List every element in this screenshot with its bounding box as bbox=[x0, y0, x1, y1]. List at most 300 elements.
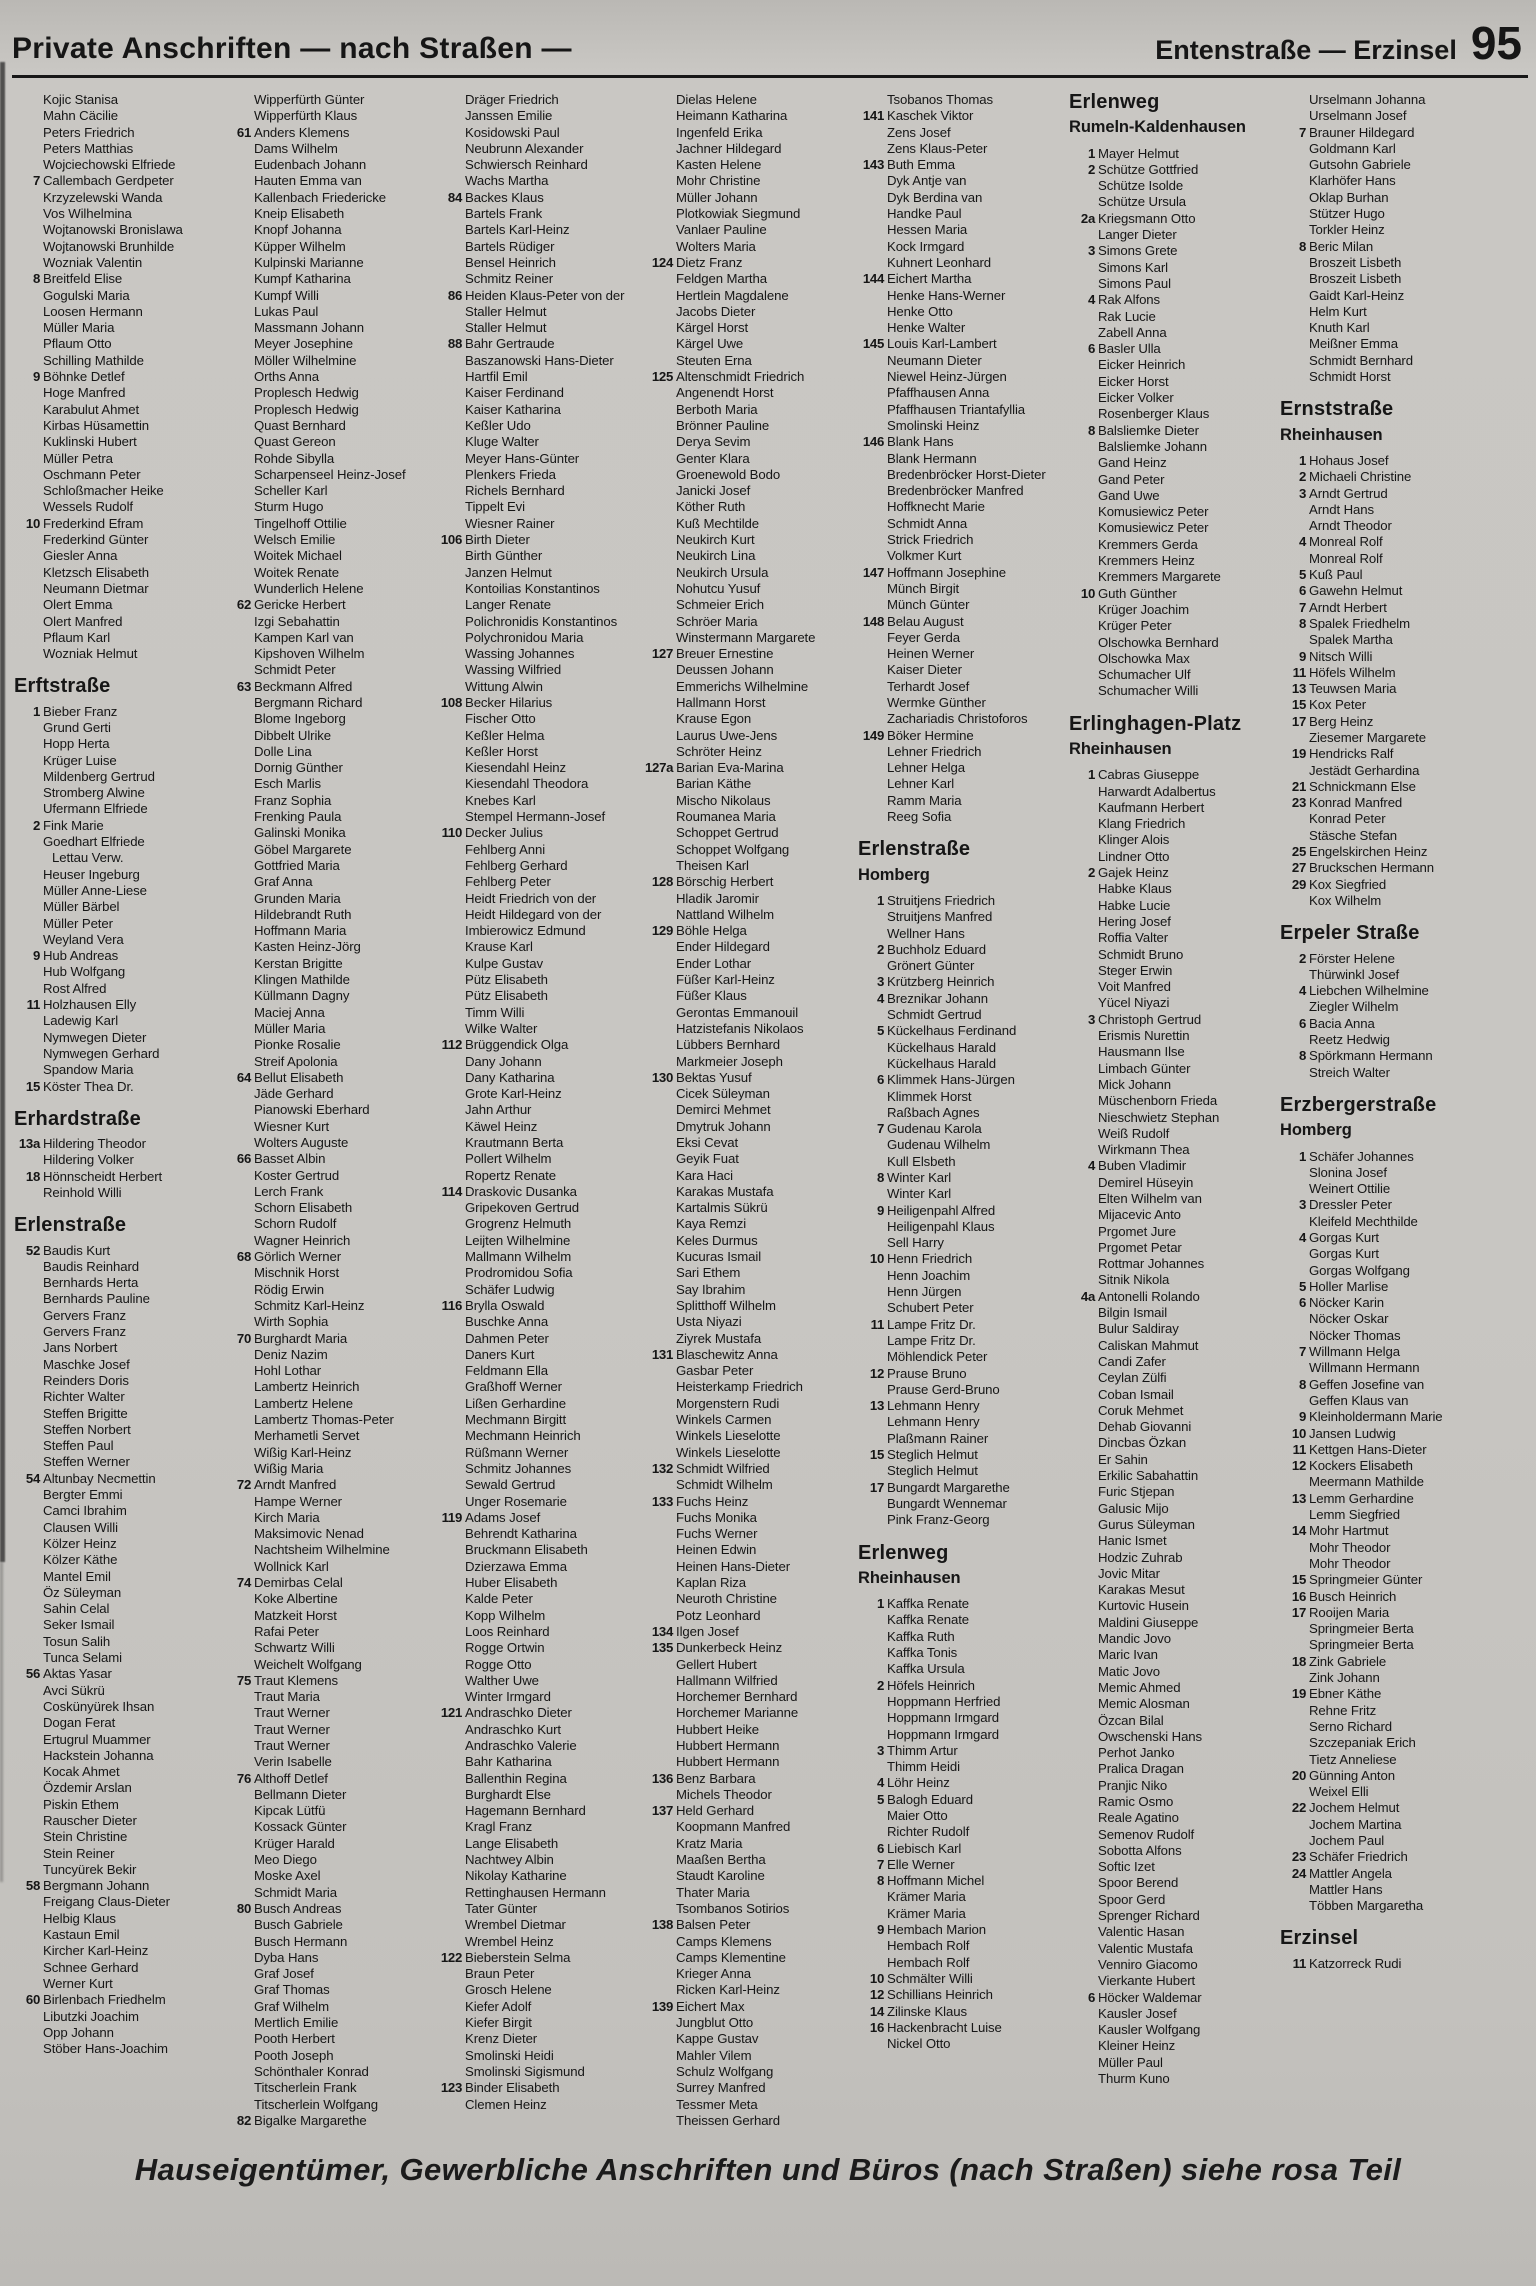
directory-entry bbox=[856, 1857, 1058, 1873]
entry-house-number bbox=[223, 1657, 254, 1673]
entry-house-number: 23 bbox=[1291, 795, 1306, 811]
entry-house-number bbox=[12, 336, 43, 352]
entry-house-number bbox=[434, 1445, 465, 1461]
entry-house-number bbox=[434, 1412, 465, 1428]
scan-edge-artifact bbox=[0, 62, 5, 1562]
entry-house-number bbox=[223, 874, 254, 890]
entry-house-number bbox=[12, 1046, 43, 1062]
entry-house-number bbox=[434, 92, 465, 108]
entry-house-number: 2 bbox=[1087, 865, 1095, 881]
directory-entry bbox=[12, 1079, 214, 1095]
entry-house-number bbox=[856, 1154, 887, 1170]
entry-house-number bbox=[645, 483, 676, 499]
directory-entry bbox=[856, 1023, 1058, 1039]
directory-entry bbox=[12, 581, 214, 597]
directory-entry bbox=[1278, 811, 1480, 827]
street-header: Erlenweg bbox=[858, 1541, 949, 1564]
directory-entry bbox=[12, 1438, 214, 1454]
entry-house-number bbox=[1278, 353, 1309, 369]
entry-name: Nachtwey Albin bbox=[465, 1852, 554, 1868]
entry-name: Winkels Lieselotte bbox=[676, 1428, 781, 1444]
entry-house-number bbox=[1067, 178, 1098, 194]
directory-entry bbox=[12, 125, 214, 141]
entry-house-number bbox=[1278, 288, 1309, 304]
entry-name: Többen Margaretha bbox=[1309, 1898, 1424, 1914]
entry-name: Avci Sükrü bbox=[43, 1682, 105, 1698]
directory-entry bbox=[223, 385, 425, 401]
entry-name: Lerch Frank bbox=[254, 1183, 324, 1199]
directory-entry bbox=[12, 1291, 214, 1307]
entry-house-number bbox=[856, 1089, 887, 1105]
directory-entry bbox=[645, 1265, 847, 1281]
entry-name: Wrembel Dietmar bbox=[465, 1917, 566, 1933]
entry-name: Erismis Nurettin bbox=[1098, 1028, 1190, 1044]
entry-name: Ziesemer Margarete bbox=[1309, 729, 1426, 745]
entry-name: Matic Jovo bbox=[1098, 1663, 1161, 1679]
entry-name: Geffen Josefine van bbox=[1309, 1376, 1425, 1392]
entry-house-number bbox=[223, 1868, 254, 1884]
directory-entry bbox=[12, 1683, 214, 1699]
directory-entry bbox=[12, 753, 214, 769]
directory-entry bbox=[1278, 1817, 1480, 1833]
entry-name: Mattler Angela bbox=[1309, 1865, 1392, 1881]
directory-entry bbox=[856, 1268, 1058, 1284]
entry-name: Gorgas Wolfgang bbox=[1309, 1262, 1410, 1278]
entry-house-number bbox=[12, 402, 43, 418]
entry-name: Kara Haci bbox=[676, 1167, 734, 1183]
directory-entry bbox=[1067, 357, 1269, 373]
entry-house-number bbox=[434, 1347, 465, 1363]
directory-entry bbox=[1278, 288, 1480, 304]
entry-name: Proplesch Hedwig bbox=[254, 401, 359, 417]
entry-house-number bbox=[223, 206, 254, 222]
entry-house-number bbox=[434, 1885, 465, 1901]
entry-house-number bbox=[223, 1722, 254, 1738]
entry-house-number: 16 bbox=[869, 2019, 884, 2035]
directory-entry bbox=[645, 1428, 847, 1444]
directory-entry bbox=[645, 483, 847, 499]
directory-entry bbox=[1067, 260, 1269, 276]
entry-house-number bbox=[856, 695, 887, 711]
entry-name: Franz Sophia bbox=[254, 792, 332, 808]
entry-name: Christoph Gertrud bbox=[1098, 1011, 1202, 1027]
directory-entry bbox=[223, 711, 425, 727]
directory-entry bbox=[434, 842, 636, 858]
directory-entry bbox=[1067, 1647, 1269, 1663]
entry-house-number bbox=[645, 1037, 676, 1053]
directory-entry bbox=[1278, 1458, 1480, 1474]
entry-house-number bbox=[434, 728, 465, 744]
entry-house-number bbox=[1067, 1664, 1098, 1680]
entry-house-number bbox=[12, 1748, 43, 1764]
directory-entry bbox=[1278, 1784, 1480, 1800]
directory-entry bbox=[434, 1754, 636, 1770]
entry-name: Kausler Wolfgang bbox=[1098, 2022, 1201, 2038]
entry-name: Lindner Otto bbox=[1098, 848, 1170, 864]
entry-house-number bbox=[1067, 325, 1098, 341]
directory-entry bbox=[645, 1868, 847, 1884]
directory-entry bbox=[223, 255, 425, 271]
entry-name: Graf Wilhelm bbox=[254, 1998, 330, 2014]
entry-house-number bbox=[434, 304, 465, 320]
directory-entry bbox=[645, 662, 847, 678]
entry-name: Eicker Volker bbox=[1098, 390, 1174, 406]
entry-name: Jahn Arthur bbox=[465, 1102, 532, 1118]
directory-entry bbox=[12, 190, 214, 206]
entry-name: Schoppet Wolfgang bbox=[676, 841, 790, 857]
directory-entry bbox=[12, 1308, 214, 1324]
directory-entry bbox=[223, 532, 425, 548]
entry-house-number bbox=[856, 760, 887, 776]
entry-name: Monreal Rolf bbox=[1309, 550, 1383, 566]
entry-house-number bbox=[645, 1331, 676, 1347]
entry-name: Krieger Anna bbox=[676, 1966, 752, 1982]
directory-entry bbox=[1067, 865, 1269, 881]
directory-entry bbox=[856, 565, 1058, 581]
directory-entry bbox=[434, 1608, 636, 1624]
entry-house-number bbox=[1067, 1533, 1098, 1549]
entry-house-number: 82 bbox=[236, 2112, 251, 2128]
entry-name: Wunderlich Helene bbox=[254, 580, 364, 596]
directory-entry bbox=[856, 728, 1058, 744]
entry-house-number bbox=[434, 141, 465, 157]
entry-name: Nattland Wilhelm bbox=[676, 906, 775, 922]
entry-house-number bbox=[12, 736, 43, 752]
entry-house-number bbox=[645, 385, 676, 401]
entry-house-number bbox=[856, 125, 887, 141]
entry-house-number bbox=[12, 108, 43, 124]
directory-entry bbox=[223, 744, 425, 760]
entry-house-number bbox=[856, 1938, 887, 1954]
entry-name: Mertlich Emilie bbox=[254, 2015, 339, 2031]
directory-entry bbox=[1278, 1589, 1480, 1605]
directory-entry bbox=[1067, 602, 1269, 618]
entry-name: Sell Harry bbox=[887, 1235, 944, 1251]
entry-house-number: 8 bbox=[1298, 1048, 1306, 1064]
entry-house-number bbox=[645, 1233, 676, 1249]
entry-name: Schillians Heinrich bbox=[887, 1987, 993, 2003]
entry-name: Reale Agatino bbox=[1098, 1810, 1179, 1826]
entry-house-number bbox=[645, 614, 676, 630]
entry-house-number bbox=[434, 1738, 465, 1754]
entry-name: Busch Heinrich bbox=[1309, 1588, 1397, 1604]
directory-entry bbox=[1278, 600, 1480, 616]
entry-house-number bbox=[1067, 1631, 1098, 1647]
directory-entry bbox=[1278, 1654, 1480, 1670]
directory-entry bbox=[223, 499, 425, 515]
entry-house-number bbox=[223, 760, 254, 776]
entry-house-number bbox=[434, 1559, 465, 1575]
entry-house-number bbox=[1067, 390, 1098, 406]
entry-name: Reeg Sofia bbox=[887, 809, 952, 825]
directory-entry bbox=[434, 760, 636, 776]
entry-house-number bbox=[645, 1705, 676, 1721]
entry-house-number bbox=[645, 1021, 676, 1037]
entry-name: Galinski Monika bbox=[254, 825, 346, 841]
entry-name: Ufermann Elfriede bbox=[43, 801, 148, 817]
entry-name: Wirth Sophia bbox=[254, 1314, 329, 1330]
entry-name: Mahn Cäcilie bbox=[43, 108, 119, 124]
directory-entry bbox=[856, 1938, 1058, 1954]
directory-entry bbox=[223, 304, 425, 320]
entry-house-number bbox=[645, 141, 676, 157]
entry-name: Kaffka Renate bbox=[887, 1596, 970, 1612]
directory-entry bbox=[1278, 1165, 1480, 1181]
entry-name: Kaffka Renate bbox=[887, 1612, 970, 1628]
entry-house-number bbox=[12, 1552, 43, 1568]
entry-name: Surrey Manfred bbox=[676, 2080, 766, 2096]
entry-house-number bbox=[1278, 304, 1309, 320]
entry-name: Deussen Johann bbox=[676, 662, 774, 678]
entry-house-number bbox=[645, 1901, 676, 1917]
entry-name: Thimm Heidi bbox=[887, 1759, 960, 1775]
entry-house-number bbox=[434, 1396, 465, 1412]
directory-entry bbox=[434, 1363, 636, 1379]
directory-entry bbox=[1278, 1686, 1480, 1702]
directory-entry bbox=[434, 1982, 636, 1998]
directory-entry bbox=[12, 1389, 214, 1405]
entry-name: Neukirch Kurt bbox=[676, 532, 755, 548]
directory-entry bbox=[12, 467, 214, 483]
entry-name: Hoppmann Irmgard bbox=[887, 1726, 1000, 1742]
entry-house-number bbox=[223, 728, 254, 744]
entry-house-number bbox=[223, 1168, 254, 1184]
entry-name: Staller Helmut bbox=[465, 320, 547, 336]
directory-entry bbox=[856, 1596, 1058, 1612]
directory-entry bbox=[1067, 1435, 1269, 1451]
entry-house-number bbox=[12, 1030, 43, 1046]
directory-entry bbox=[434, 1526, 636, 1542]
entry-house-number bbox=[12, 1683, 43, 1699]
directory-entry bbox=[645, 1168, 847, 1184]
entry-house-number: 4 bbox=[1298, 983, 1306, 999]
directory-entry bbox=[434, 1184, 636, 1200]
directory-entry bbox=[1067, 423, 1269, 439]
entry-house-number bbox=[856, 776, 887, 792]
entry-name: Kumpf Katharina bbox=[254, 271, 351, 287]
entry-house-number bbox=[434, 1379, 465, 1395]
directory-entry bbox=[223, 630, 425, 646]
entry-house-number bbox=[12, 385, 43, 401]
entry-name: Adams Josef bbox=[465, 1509, 541, 1525]
directory-entry bbox=[223, 1200, 425, 1216]
entry-name: Spoor Gerd bbox=[1098, 1891, 1166, 1907]
entry-name: Schütze Ursula bbox=[1098, 194, 1187, 210]
directory-entry bbox=[434, 825, 636, 841]
directory-entry bbox=[645, 939, 847, 955]
entry-name: Hallmann Wilfried bbox=[676, 1672, 778, 1688]
entry-name: Schnee Gerhard bbox=[43, 1959, 139, 1975]
directory-entry bbox=[856, 1512, 1058, 1528]
entry-house-number bbox=[856, 1808, 887, 1824]
directory-entry bbox=[223, 1494, 425, 1510]
entry-name: Beric Milan bbox=[1309, 238, 1374, 254]
entry-name: Zabell Anna bbox=[1098, 324, 1167, 340]
entry-name: Müller Johann bbox=[676, 189, 758, 205]
entry-house-number bbox=[223, 1005, 254, 1021]
entry-name: Fink Marie bbox=[43, 817, 104, 833]
entry-house-number bbox=[645, 581, 676, 597]
entry-name: Steger Erwin bbox=[1098, 962, 1173, 978]
entry-house-number bbox=[645, 92, 676, 108]
entry-house-number bbox=[12, 2041, 43, 2057]
entry-name: Bartels Karl-Heinz bbox=[465, 222, 570, 238]
entry-name: Prause Gerd-Bruno bbox=[887, 1381, 1000, 1397]
directory-entry bbox=[12, 1976, 214, 1992]
entry-house-number bbox=[223, 532, 254, 548]
directory-entry bbox=[1067, 1761, 1269, 1777]
entry-name: Kuß Paul bbox=[1309, 567, 1363, 583]
directory-entry bbox=[223, 1168, 425, 1184]
entry-name: Hopp Herta bbox=[43, 736, 110, 752]
entry-name: Pionke Rosalie bbox=[254, 1037, 341, 1053]
directory-entry bbox=[856, 499, 1058, 515]
entry-name: Buschke Anna bbox=[465, 1314, 549, 1330]
entry-house-number bbox=[645, 842, 676, 858]
entry-name: Hubbert Hermann bbox=[676, 1754, 780, 1770]
entry-house-number bbox=[223, 1396, 254, 1412]
entry-name: Jachner Hildegard bbox=[676, 140, 782, 156]
directory-entry bbox=[12, 1992, 214, 2008]
directory-entry bbox=[1278, 665, 1480, 681]
entry-name: Kucuras Ismail bbox=[676, 1249, 762, 1265]
directory-entry bbox=[1278, 1866, 1480, 1882]
entry-name: Möhlendick Peter bbox=[887, 1349, 988, 1365]
entry-house-number bbox=[223, 1950, 254, 1966]
entry-house-number bbox=[1278, 1311, 1309, 1327]
entry-name: Schönthaler Konrad bbox=[254, 2063, 369, 2079]
directory-entry bbox=[645, 1461, 847, 1477]
directory-entry bbox=[856, 1317, 1058, 1333]
entry-house-number: 15 bbox=[869, 1447, 884, 1463]
entry-house-number bbox=[856, 744, 887, 760]
entry-house-number bbox=[1278, 1703, 1309, 1719]
entry-house-number bbox=[223, 1200, 254, 1216]
directory-entry bbox=[12, 499, 214, 515]
directory-entry bbox=[223, 2080, 425, 2096]
directory-entry bbox=[12, 1634, 214, 1650]
entry-house-number bbox=[1067, 1729, 1098, 1745]
entry-house-number bbox=[645, 336, 676, 352]
entry-name: Steffen Norbert bbox=[43, 1421, 131, 1437]
entry-name: Tater Günter bbox=[465, 1900, 538, 1916]
directory-entry bbox=[434, 1054, 636, 1070]
entry-house-number bbox=[434, 842, 465, 858]
directory-entry bbox=[12, 1569, 214, 1585]
directory-entry bbox=[12, 899, 214, 915]
entry-name: Heiligenpahl Alfred bbox=[887, 1202, 996, 1218]
entry-name: Löhr Heinz bbox=[887, 1775, 950, 1791]
entry-name: Komusiewicz Peter bbox=[1098, 504, 1209, 520]
directory-entry bbox=[645, 1298, 847, 1314]
entry-house-number: 131 bbox=[651, 1346, 673, 1362]
directory-entry bbox=[1067, 1370, 1269, 1386]
entry-name: Kaufmann Herbert bbox=[1098, 799, 1205, 815]
entry-house-number bbox=[12, 206, 43, 222]
scan-edge-artifact bbox=[0, 1562, 3, 1882]
entry-house-number: 66 bbox=[236, 1151, 251, 1167]
entry-house-number bbox=[1278, 1637, 1309, 1653]
entry-house-number bbox=[645, 239, 676, 255]
entry-house-number: 10 bbox=[869, 1251, 884, 1267]
entry-house-number: 6 bbox=[1298, 1295, 1306, 1311]
directory-entry bbox=[434, 923, 636, 939]
entry-house-number bbox=[223, 467, 254, 483]
entry-name: Brönner Pauline bbox=[676, 417, 770, 433]
entry-house-number bbox=[856, 1137, 887, 1153]
entry-name: Hertlein Magdalene bbox=[676, 287, 789, 303]
entry-name: Groenewold Bodo bbox=[676, 466, 781, 482]
directory-entry bbox=[12, 785, 214, 801]
directory-entry bbox=[645, 2031, 847, 2047]
entry-name: Hoppmann Irmgard bbox=[887, 1710, 1000, 1726]
entry-name: Neubrunn Alexander bbox=[465, 140, 584, 156]
directory-entry bbox=[645, 255, 847, 271]
entry-name: Held Gerhard bbox=[676, 1803, 754, 1819]
entry-name: Kuß Mechtilde bbox=[676, 515, 759, 531]
directory-entry bbox=[856, 893, 1058, 909]
entry-name: Pranjic Niko bbox=[1098, 1777, 1168, 1793]
entry-house-number bbox=[1067, 1321, 1098, 1337]
directory-entry bbox=[1278, 844, 1480, 860]
directory-entry bbox=[1067, 1924, 1269, 1940]
directory-entry bbox=[1278, 469, 1480, 485]
entry-house-number bbox=[1067, 1761, 1098, 1777]
directory-entry bbox=[1278, 681, 1480, 697]
district-header: Rheinhausen bbox=[1069, 739, 1172, 758]
directory-entry bbox=[645, 1657, 847, 1673]
entry-house-number bbox=[856, 1105, 887, 1121]
entry-name: Krüger Luise bbox=[43, 752, 117, 768]
entry-name: Schmidt Anna bbox=[887, 515, 968, 531]
entry-house-number bbox=[12, 646, 43, 662]
directory-entry bbox=[223, 222, 425, 238]
entry-name: Mohr Christine bbox=[676, 173, 761, 189]
directory-entry bbox=[1067, 162, 1269, 178]
directory-entry bbox=[645, 402, 847, 418]
entry-name: Bilgin Ismail bbox=[1098, 1305, 1168, 1321]
directory-entry bbox=[434, 467, 636, 483]
directory-entry bbox=[223, 1184, 425, 1200]
directory-entry bbox=[645, 369, 847, 385]
entry-house-number: 18 bbox=[1291, 1653, 1306, 1669]
entry-house-number bbox=[856, 1186, 887, 1202]
entry-name: Urselmann Josef bbox=[1309, 108, 1407, 124]
entry-house-number: 146 bbox=[862, 434, 884, 450]
entry-name: Winkels Lieselotte bbox=[676, 1444, 781, 1460]
entry-name: Tingelhoff Ottilie bbox=[254, 515, 347, 531]
entry-house-number bbox=[223, 2015, 254, 2031]
entry-house-number bbox=[12, 916, 43, 932]
directory-entry bbox=[12, 932, 214, 948]
entry-house-number bbox=[1278, 518, 1309, 534]
entry-house-number: 1 bbox=[1298, 1148, 1306, 1164]
entry-name: Grönert Günter bbox=[887, 958, 975, 974]
entry-house-number bbox=[1067, 784, 1098, 800]
directory-entry bbox=[645, 1966, 847, 1982]
entry-name: Schwartz Willi bbox=[254, 1640, 335, 1656]
entry-house-number: 12 bbox=[869, 1987, 884, 2003]
entry-house-number bbox=[434, 548, 465, 564]
entry-name: Schubert Peter bbox=[887, 1300, 974, 1316]
entry-name: Rak Lucie bbox=[1098, 308, 1156, 324]
directory-entry bbox=[856, 1612, 1058, 1628]
directory-entry bbox=[1067, 635, 1269, 651]
entry-name: Kölzer Käthe bbox=[43, 1552, 118, 1568]
entry-house-number bbox=[645, 402, 676, 418]
entry-house-number bbox=[1067, 1338, 1098, 1354]
entry-name: Rottmar Johannes bbox=[1098, 1256, 1205, 1272]
